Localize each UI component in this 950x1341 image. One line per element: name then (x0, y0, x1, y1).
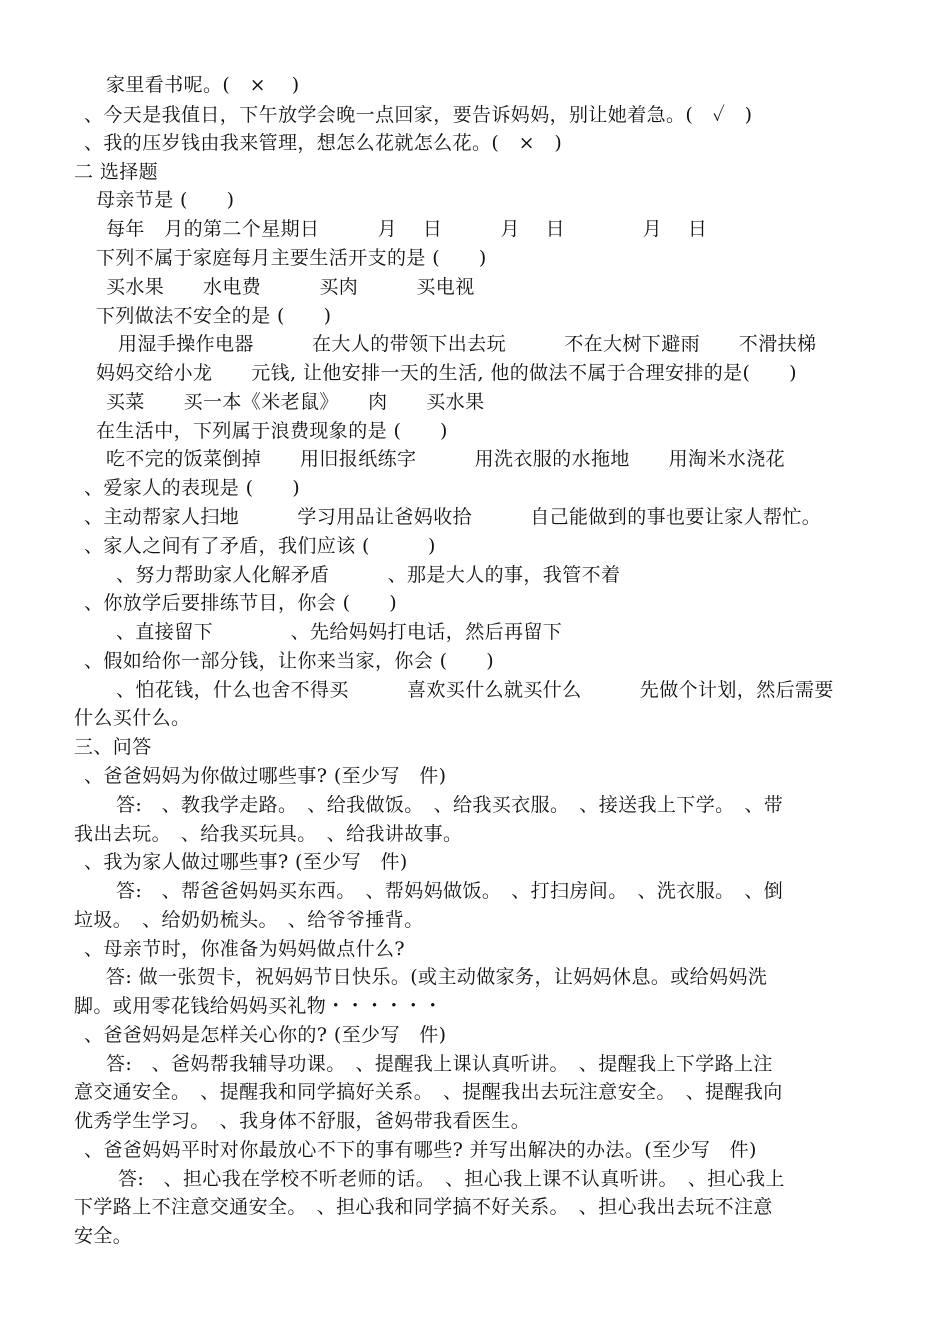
question: 、爸爸妈妈为你做过哪些事? (至少写 件) (84, 765, 447, 787)
answer: 答: 、担心我在学校不听老师的话。 、担心我上课不认真听讲。 、担心我上 (118, 1168, 785, 1190)
question: 、母亲节时，你准备为妈妈做点什么? (84, 938, 405, 960)
question: 在生活中，下列属于浪费现象的是 ( ) (96, 420, 448, 442)
answer: 答: 、帮爸爸妈妈买东西。 、帮妈妈做饭。 、打扫房间。 、洗衣服。 、倒 (116, 880, 784, 902)
options: 什么买什么。 (74, 707, 191, 729)
question: 、爸爸妈妈平时对你最放心不下的事有哪些? 并写出解决的办法。(至少写 件) (84, 1139, 757, 1161)
answer: 优秀学生学习。 、我身体不舒服，爸妈带我看医生。 (74, 1110, 531, 1132)
section-heading: 二 选择题 (74, 161, 159, 183)
options: 吃不完的饭菜倒掉 用旧报纸练字 用洗衣服的水拖地 用淘米水浇花 (106, 448, 786, 470)
options: 买水果 水电费 买肉 买电视 (106, 276, 475, 298)
options: 、主动帮家人扫地 学习用品让爸妈收拾 自己能做到的事也要让家人帮忙。 (84, 506, 822, 528)
options: 、怕花钱，什么也舍不得买 喜欢买什么就买什么 先做个计划，然后需要 (116, 679, 834, 701)
question: 母亲节是 ( ) (96, 189, 235, 211)
options: 、直接留下 、先给妈妈打电话，然后再留下 (116, 621, 563, 643)
question: 下列不属于家庭每月主要生活开支的是 ( ) (96, 247, 487, 269)
section-heading: 三、问答 (74, 736, 152, 758)
options: 每年 月的第二个星期日 月 日 月 日 月 日 (106, 218, 708, 240)
answer: 安全。 (74, 1225, 133, 1247)
answer: 答: 、爸妈帮我辅导功课。 、提醒我上课认真听讲。 、提醒我上下学路上注 (106, 1053, 773, 1075)
answer: 垃圾。 、给奶奶梳头。 、给爷爷捶背。 (74, 909, 424, 931)
options: 用湿手操作电器 在大人的带领下出去玩 不在大树下避雨 不滑扶梯 (118, 333, 817, 355)
text-line: 家里看书呢。( × ) (106, 74, 300, 96)
question: 下列做法不安全的是 ( ) (96, 305, 332, 327)
text-line: 、今天是我值日，下午放学会晚一点回家，要告诉妈妈，别让她着急。( ✓ ) (84, 104, 753, 126)
answer: 脚。或用零花钱给妈妈买礼物・・・・・・ (74, 995, 443, 1017)
options: 买菜 买一本《米老鼠》 肉 买水果 (106, 391, 485, 413)
question: 、爸爸妈妈是怎样关心你的? (至少写 件) (84, 1024, 447, 1046)
question: 、家人之间有了矛盾，我们应该 ( ) (84, 535, 436, 557)
question: 、你放学后要排练节目，你会 ( ) (84, 592, 398, 614)
question: 、假如给你一部分钱，让你来当家，你会 ( ) (84, 650, 495, 672)
answer: 答: 、教我学走路。 、给我做饭。 、给我买衣服。 、接送我上下学。 、带 (116, 794, 784, 816)
options: 、努力帮助家人化解矛盾 、那是大人的事，我管不着 (116, 564, 621, 586)
question: 、爱家人的表现是 ( ) (84, 477, 301, 499)
text-line: 、我的压岁钱由我来管理，想怎么花就怎么花。( × ) (84, 132, 563, 154)
question: 妈妈交给小龙 元钱, 让他安排一天的生活, 他的做法不属于合理安排的是( ) (96, 362, 797, 384)
answer: 答: 做一张贺卡，祝妈妈节日快乐。(或主动做家务，让妈妈休息。或给妈妈洗 (106, 966, 768, 988)
question: 、我为家人做过哪些事? (至少写 件) (84, 851, 408, 873)
answer: 意交通安全。 、提醒我和同学搞好关系。 、提醒我出去玩注意安全。 、提醒我向 (74, 1081, 783, 1103)
answer: 下学路上不注意交通安全。 、担心我和同学搞不好关系。 、担心我出去玩不注意 (74, 1196, 773, 1218)
answer: 我出去玩。 、给我买玩具。 、给我讲故事。 (74, 823, 463, 845)
